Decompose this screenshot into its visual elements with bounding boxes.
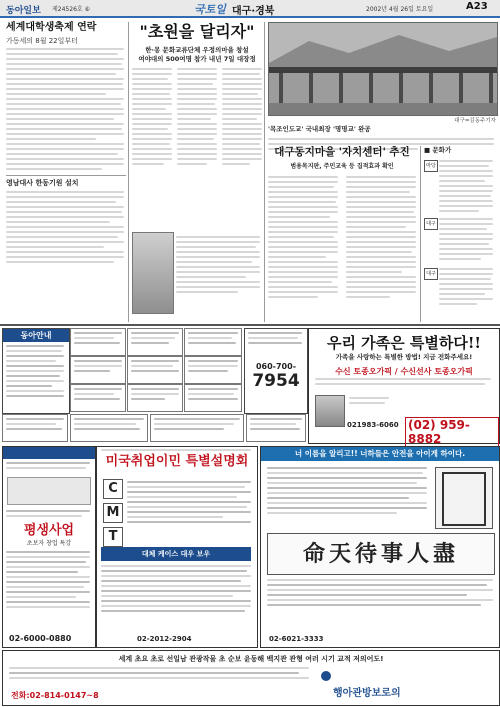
usa-ad-title: 미국취업이민 특별설명회 [105,454,249,469]
article-main-photo [132,232,174,314]
donga-guide-ad [2,328,70,414]
usa-letter-c: C [103,479,123,499]
bottom-band-phone: 전화:02-814-0147~8 [11,691,99,700]
photo-credit: 대구=김동주기자 [454,118,496,124]
bulletin-tag-3: 대구 [424,268,438,280]
bottom-band-name: 행아관방보로의 [333,688,401,699]
donga-guide-title: 동아안내 [3,329,69,342]
article-left2-title: 영남대사 한동기원 설치 [6,179,79,187]
bulletin-tag-1: 마당 [424,160,438,172]
paper-name: 동아일보 [6,6,41,16]
bottom-band-logo [321,671,331,681]
business-ad-title: 평생사업 [23,523,75,538]
bottom-band-line: 세계 초요 초로 선일남 관광작물 초 순보 윤동해 백지관 관형 여러 시기 교적 저의어도! [118,655,384,663]
article-left2 [6,178,126,266]
section-logo: 국토일 [194,3,226,16]
section-name: 대구·경북 [232,6,275,17]
article-left-body [6,48,126,173]
article-main-title: "초원을 달리자" [139,22,255,41]
family-ad-subtitle: 가족을 사랑하는 특별한 방법! 지금 전화주세요! [335,353,473,361]
article-main-sub2: 여야대의 500여명 참가 내년 7일 대장정 [138,55,256,63]
family-ad-phone2: (02) 959-8882 [405,417,499,447]
usa-letter-m: M [103,503,123,523]
article-left-title: 세계대학생축제 연락 [6,22,97,33]
article-main [132,22,262,64]
usa-ad-banner: 대체 케이스 대우 보우 [101,547,251,561]
bulletin-title: ■ 문화가 [424,146,452,154]
bridge-photo-image [269,23,497,115]
page-number: A23 [466,1,488,12]
calligraphy [267,533,495,575]
phone-ad-number-top: 060-700- [255,362,297,371]
calligraphy-text: 命天待事人盡 [302,541,459,567]
issue-number: 제24526호 ⑥ [52,6,90,13]
page-header [0,0,500,18]
phone-ad [244,328,308,414]
business-ad [2,446,96,648]
bottom-band [2,650,500,706]
phone-ad-number-bottom: 7954 [252,371,300,391]
usa-ad-phone: 02-2012-2904 [137,635,192,643]
article-main-body [132,68,262,168]
article-center-title: 대구동지마을 '자치센터' 추진 [274,146,410,158]
article-left [6,22,126,322]
family-ad-title: 우리 가족은 특별하다!! [326,334,482,352]
article-main-sub1: 한·몽 문화교류단체 우정의마을 창설 [145,46,249,54]
small-ads-row [2,414,306,442]
bulletin-tag-2: 대구 [424,218,438,230]
right-ad-band: 너 이름을 알리고!! 너하들은 안전을 아이게 하이다. [261,447,499,461]
issue-date: 2002년 4월 26일 토요일 [366,6,434,13]
business-ad-phone: 02-6000-0880 [9,634,72,643]
article-center-subtitle: 범용목지판, 주민교육 등 집적효과 확인 [290,163,394,170]
usa-letter-t: T [103,527,123,547]
right-ad-small-phone: 02-6021-3333 [269,635,324,643]
bulletin [420,146,496,322]
family-ad-photo [315,395,345,427]
article-center [268,146,416,171]
family-ad-line1: 수신 토종오가픽 / 수신선사 토종오가픽 [335,367,473,376]
article-center-body [268,176,416,301]
bridge-photo [268,22,498,116]
classified-grid [70,328,242,412]
usa-ad [96,446,258,648]
right-ad-seal-box [435,467,493,529]
family-ad [308,328,500,444]
business-ad-subtitle: 초보자 창업 특강 [26,540,72,547]
right-ad [260,446,500,648]
article-left-subtitle: 가동세의 8월 22일부터 [6,37,78,45]
photo-caption-title: '목조인도교' 국내최장 '명명교' 완공 [268,125,371,133]
family-ad-phone1: 021983-6060 [347,421,399,429]
